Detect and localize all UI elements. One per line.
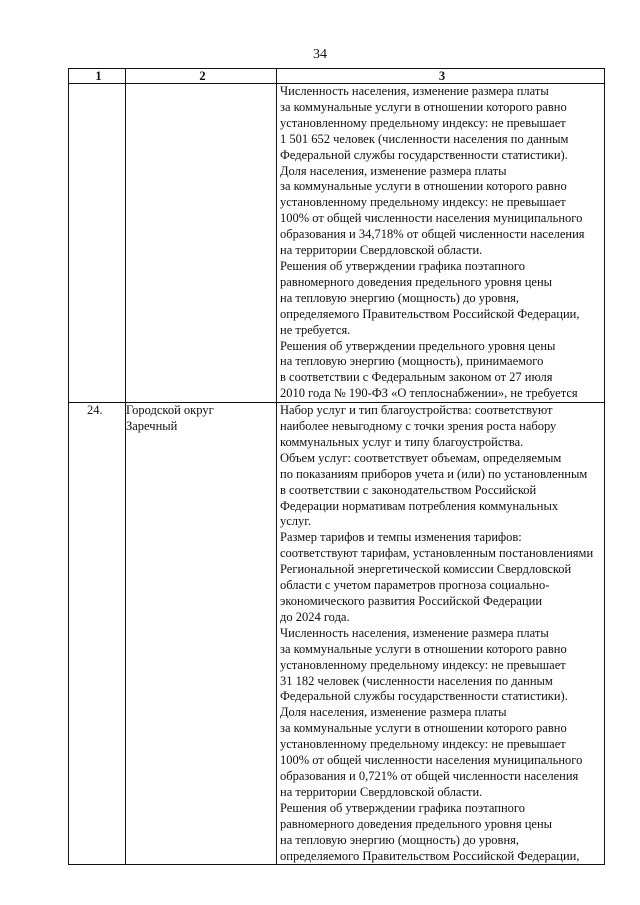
text-line: 2010 года № 190-ФЗ «О теплоснабжении», не требуется	[280, 386, 578, 401]
text-line: в соответствии с Федеральным законом от 27 июля	[280, 370, 553, 385]
text-line: Набор услуг и тип благоустройства: соответствуют	[280, 403, 553, 418]
cell-description-row24	[277, 403, 605, 865]
text-line: Региональной энергетической комиссии Свердловской	[280, 562, 572, 577]
text-line: Размер тарифов и темпы изменения тарифов:	[280, 530, 522, 545]
cell-description-continuation	[277, 84, 605, 403]
page-number: 34	[313, 47, 327, 62]
text-line: Федеральной службы государственности статистики).	[280, 147, 568, 162]
text-line: Федерации нормативам потребления коммунальных	[280, 498, 559, 513]
text-line: услуг.	[280, 514, 312, 529]
text-line: на тепловую энергию (мощность) до уровня,	[280, 832, 520, 847]
text-line: до 2024 года.	[280, 609, 350, 624]
text-line: за коммунальные услуги в отношении которого равно	[280, 179, 567, 194]
text-line: Объем услуг: соответствует объемам, определяемым	[280, 450, 562, 465]
text-line: Численность населения, изменение размера платы	[280, 625, 549, 640]
text-line: определяемого Правительством Российской Федерации,	[280, 848, 580, 863]
text-line: образования и 34,718% от общей численности населения	[280, 227, 585, 242]
text-line: определяемого Правительством Российской Федерации,	[280, 306, 580, 321]
text-line: за коммунальные услуги в отношении которого равно	[280, 641, 567, 656]
text-line: коммунальных услуг и типу благоустройства.	[280, 434, 524, 449]
table-row-24	[69, 403, 605, 865]
column-header-3: 3	[277, 69, 605, 84]
text-line: соответствуют тарифам, установленным постановлениями	[280, 546, 594, 561]
text-line: за коммунальные услуги в отношении которого равно	[280, 99, 567, 114]
municipality-name-line: Городской округ	[126, 403, 214, 418]
table-row-continuation	[69, 84, 605, 403]
text-line: Решения об утверждении графика поэтапного	[280, 800, 525, 815]
text-line: не требуется.	[280, 322, 351, 337]
text-line: 1 501 652 человек (численности населения по данным	[280, 131, 569, 146]
text-line: на тепловую энергию (мощность) до уровня,	[280, 290, 520, 305]
column-header-1: 1	[69, 69, 126, 84]
text-line: 31 182 человек (численности населения по данным	[280, 673, 553, 688]
text-line: Численность населения, изменение размера платы	[280, 84, 549, 98]
column-header-2: 2	[126, 69, 277, 84]
text-line: установленному предельному индексу: не превышает	[280, 657, 566, 672]
text-line: Решения об утверждении предельного уровня цены	[280, 338, 556, 353]
text-line: в соответствии с законодательством Российской	[280, 482, 537, 497]
text-line: экономического развития Российской Федерации	[280, 594, 543, 608]
text-line: установленному предельному индексу: не превышает	[280, 737, 566, 752]
municipality-name-line: Заречный	[126, 419, 178, 434]
text-line: установленному предельному индексу: не превышает	[280, 195, 566, 210]
text-line: на территории Свердловской области.	[280, 243, 483, 258]
text-line: Решения об утверждении графика поэтапного	[280, 258, 525, 273]
text-line: за коммунальные услуги в отношении которого равно	[280, 721, 567, 736]
text-line: Доля населения, изменение размера платы	[280, 705, 507, 720]
text-line: равномерного доведения предельного уровня цены	[280, 274, 553, 289]
text-line: области с учетом параметров прогноза социально-	[280, 578, 550, 593]
cell-name-empty	[126, 84, 277, 403]
text-line: Доля населения, изменение размера платы	[280, 163, 507, 178]
table-header-row	[69, 69, 605, 84]
text-line: равномерного доведения предельного уровня цены	[280, 816, 553, 831]
text-line: образования и 0,721% от общей численности населения	[280, 768, 579, 783]
text-line: на тепловую энергию (мощность), принимаемого	[280, 354, 544, 369]
text-line: наиболее невыгодному с точки зрения роста набору	[280, 419, 557, 434]
text-line: на территории Свердловской области.	[280, 784, 483, 799]
municipality-name	[126, 403, 277, 865]
text-line: Федеральной службы государственности статистики).	[280, 689, 568, 704]
row-number: 24.	[69, 403, 126, 865]
document-table	[68, 68, 605, 865]
text-line: установленному предельному индексу: не превышает	[280, 115, 566, 130]
cell-number-empty	[69, 84, 126, 403]
text-line: по показаниям приборов учета и (или) по установленным	[280, 466, 588, 481]
text-line: 100% от общей численности населения муниципального	[280, 211, 583, 226]
text-line: 100% от общей численности населения муниципального	[280, 753, 583, 768]
